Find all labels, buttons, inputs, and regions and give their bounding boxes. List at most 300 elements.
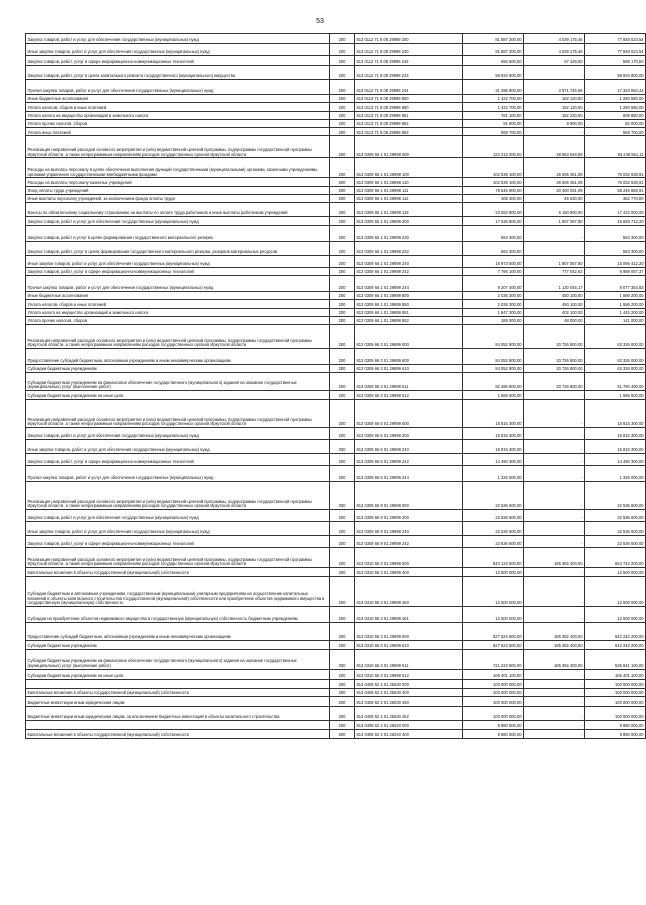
row-approved-cell: 15 815 300,00 bbox=[463, 428, 524, 440]
row-code-cell: 200 bbox=[330, 217, 355, 225]
row-approved-cell: 827 624 600,00 bbox=[463, 623, 524, 641]
row-executed-cell: 185 382 400,00 bbox=[524, 623, 585, 641]
row-code-cell: 200 bbox=[330, 119, 355, 127]
row-unexecuted-cell: 14 490 300,00 bbox=[585, 454, 646, 466]
table-row bbox=[26, 225, 646, 241]
row-code-cell: 200 bbox=[330, 66, 355, 80]
row-code-cell: 200 bbox=[330, 730, 355, 739]
table-row bbox=[26, 241, 646, 255]
row-name-cell: Уплата налогов, сборов и иных платежей bbox=[26, 300, 330, 308]
row-kbk-cell: 813 0309 66 1 01 29999 850 bbox=[355, 300, 463, 308]
row-kbk-cell: 813 0309 66 3 01 29999 611 bbox=[355, 373, 463, 391]
row-kbk-cell: 813 0309 66 1 01 29999 244 bbox=[355, 275, 463, 291]
row-code-cell: 200 bbox=[330, 178, 355, 186]
row-executed-cell: - bbox=[524, 679, 585, 688]
row-code-cell: 200 bbox=[330, 203, 355, 217]
row-kbk-cell: 813 0309 66 9 01 29999 240 bbox=[355, 522, 463, 536]
row-unexecuted-cell: 589 170,50 bbox=[585, 56, 646, 66]
row-kbk-cell: 813 0408 62 2 01 26030 450 bbox=[355, 697, 463, 707]
row-unexecuted-cell: 15 815 300,00 bbox=[585, 428, 646, 440]
row-executed-cell: - bbox=[524, 128, 585, 136]
row-approved-cell: 1 847 300,00 bbox=[463, 308, 524, 316]
row-kbk-cell: 813 0309 66 9 01 29999 242 bbox=[355, 536, 463, 548]
row-name-cell: Иные закупки товаров, работ и услуг для обеспечения государственных (муниципальных) нужд bbox=[26, 440, 330, 454]
row-name-cell: Закупка товаров, работ, услуг в целях формирования государственного материального резерва, резервов материальных ресурсов bbox=[26, 241, 330, 255]
row-executed-cell: - bbox=[524, 391, 585, 400]
row-kbk-cell: 813 0310 66 3 01 29999 000 bbox=[355, 548, 463, 568]
row-name-cell: Предоставление субсидий бюджетным, автономным учреждениям и иным некоммерческим организациям bbox=[26, 623, 330, 641]
row-kbk-cell: 813 0309 66 1 01 29999 112 bbox=[355, 195, 463, 203]
expenditure-table bbox=[25, 33, 646, 739]
row-unexecuted-cell: 15 815 300,00 bbox=[585, 400, 646, 428]
row-name-cell: Закупка товаров, работ и услуг для обеспечения государственных (муниципальных) нужд bbox=[26, 510, 330, 522]
row-code-cell: 200 bbox=[330, 56, 355, 66]
row-approved-cell: 827 624 600,00 bbox=[463, 641, 524, 649]
row-approved-cell: 1 422 700,00 bbox=[463, 95, 524, 103]
row-kbk-cell: 813 0309 66 9 01 29999 200 bbox=[355, 510, 463, 522]
row-name-cell: Предоставление субсидий бюджетным, автономным учреждениям и иным некоммерческим организациям bbox=[26, 349, 330, 365]
row-name-cell: Иные выплаты персоналу учреждений, за исключением фонда оплаты труда bbox=[26, 195, 330, 203]
row-name-cell: Капитальные вложения в объекты государственной (муниципальной) собственности bbox=[26, 568, 330, 577]
row-unexecuted-cell: 22 536 600,00 bbox=[585, 482, 646, 510]
row-unexecuted-cell: 61 760 400,00 bbox=[585, 373, 646, 391]
row-unexecuted-cell: 17 323 054,44 bbox=[585, 80, 646, 95]
row-unexecuted-cell: 8 077 354,83 bbox=[585, 275, 646, 291]
row-kbk-cell: 813 0309 66 1 01 29999 242 bbox=[355, 267, 463, 275]
row-approved-cell: 122 212 200,00 bbox=[463, 136, 524, 158]
row-unexecuted-cell: 141 000,00 bbox=[585, 316, 646, 324]
row-executed-cell: 1 907 087,80 bbox=[524, 217, 585, 225]
row-code-cell: 200 bbox=[330, 44, 355, 56]
row-code-cell: 200 bbox=[330, 428, 355, 440]
row-executed-cell: 20 726 800,00 bbox=[524, 325, 585, 349]
row-kbk-cell: 813 0309 66 5 01 29999 240 bbox=[355, 440, 463, 454]
row-code-cell: 200 bbox=[330, 391, 355, 400]
row-unexecuted-cell: 106 401 100,00 bbox=[585, 669, 646, 679]
row-executed-cell: 6 160 800,00 bbox=[524, 203, 585, 217]
row-executed-cell: 20 726 800,00 bbox=[524, 373, 585, 391]
row-approved-cell: 17 536 800,00 bbox=[463, 217, 524, 225]
table-row bbox=[26, 255, 646, 267]
row-kbk-cell: 813 0408 62 3 01 26040 000 bbox=[355, 721, 463, 730]
row-code-cell: 200 bbox=[330, 308, 355, 316]
row-executed-cell: - bbox=[524, 707, 585, 721]
row-approved-cell: 761 100,00 bbox=[463, 111, 524, 119]
table-row bbox=[26, 373, 646, 391]
table-row bbox=[26, 400, 646, 428]
row-executed-cell: 20 400 031,09 bbox=[524, 186, 585, 194]
row-executed-cell: 185 382 400,00 bbox=[524, 641, 585, 649]
row-approved-cell: 12 500 000,00 bbox=[463, 568, 524, 577]
row-approved-cell: 59 934 800,00 bbox=[463, 66, 524, 80]
row-kbk-cell: 813 0310 66 3 01 29999 460 bbox=[355, 577, 463, 607]
row-approved-cell: 1 325 000,00 bbox=[463, 466, 524, 482]
row-executed-cell: 9 900,00 bbox=[524, 119, 585, 127]
row-name-cell: Реализация направлений расходов основного мероприятия и (или) ведомственной целевой программы, подпрограммы государственной программы Иркутской области, а также непрограммным направлениям расходов государственных органов Иркутской области bbox=[26, 482, 330, 510]
row-code-cell: 200 bbox=[330, 679, 355, 688]
row-unexecuted-cell: 569 700,00 bbox=[585, 128, 646, 136]
row-unexecuted-cell: 93 248 551,11 bbox=[585, 136, 646, 158]
row-kbk-cell: 813 0309 66 1 01 29999 110 bbox=[355, 178, 463, 186]
table-row bbox=[26, 649, 646, 669]
row-code-cell: 200 bbox=[330, 454, 355, 466]
row-executed-cell: - bbox=[524, 66, 585, 80]
row-name-cell bbox=[26, 721, 330, 730]
table-row bbox=[26, 679, 646, 688]
row-approved-cell: 12 500 000,00 bbox=[463, 577, 524, 607]
row-executed-cell: 450 100,00 bbox=[524, 300, 585, 308]
row-code-cell: 200 bbox=[330, 103, 355, 111]
table-row bbox=[26, 291, 646, 299]
row-kbk-cell: 813 0309 66 1 01 29999 200 bbox=[355, 217, 463, 225]
row-unexecuted-cell: 12 500 000,00 bbox=[585, 577, 646, 607]
row-kbk-cell: 813 0309 66 1 01 29999 111 bbox=[355, 186, 463, 194]
row-executed-cell: - bbox=[524, 466, 585, 482]
row-code-cell: 200 bbox=[330, 607, 355, 623]
row-executed-cell: - bbox=[524, 428, 585, 440]
row-kbk-cell: 813 0309 66 1 01 29999 230 bbox=[355, 225, 463, 241]
row-unexecuted-cell: 82 000,00 bbox=[585, 119, 646, 127]
row-unexecuted-cell: 22 536 600,00 bbox=[585, 510, 646, 522]
row-executed-cell: 45 630,00 bbox=[524, 195, 585, 203]
table-row bbox=[26, 186, 646, 194]
row-name-cell: Субсидии бюджетным учреждениям на иные цели bbox=[26, 391, 330, 400]
table-row bbox=[26, 454, 646, 466]
row-approved-cell: 656 600,00 bbox=[463, 56, 524, 66]
row-approved-cell: 22 536 600,00 bbox=[463, 482, 524, 510]
table-row bbox=[26, 510, 646, 522]
row-approved-cell: 81 887 200,00 bbox=[463, 34, 524, 44]
row-kbk-cell: 813 0408 62 2 01 26030 000 bbox=[355, 679, 463, 688]
row-kbk-cell: 813 0309 66 5 01 29999 244 bbox=[355, 466, 463, 482]
row-executed-cell: 48 000,00 bbox=[524, 316, 585, 324]
row-executed-cell: 185 382 400,00 bbox=[524, 548, 585, 568]
table-row bbox=[26, 697, 646, 707]
row-kbk-cell: 813 0309 66 5 01 29999 242 bbox=[355, 454, 463, 466]
row-unexecuted-cell: 563 300,00 bbox=[585, 241, 646, 255]
row-code-cell: 200 bbox=[330, 373, 355, 391]
row-name-cell: Прочая закупка товаров, работ и услуг для обеспечения государственных (муниципальных) нужд bbox=[26, 466, 330, 482]
row-approved-cell: 9 207 400,00 bbox=[463, 275, 524, 291]
row-name-cell: Субсидии бюджетным и автономным учреждениям, государственным (муниципальным) унитарным предприятиям на осуществление капитальных вложений в объекты капитального строительства государственной (муниципальной) собственности или приобретение объектов недвижимого имущества в государственную (муниципальную) собственность bbox=[26, 577, 330, 607]
row-kbk-cell: 813 0408 62 2 01 26030 452 bbox=[355, 707, 463, 721]
row-kbk-cell: 813 0112 71 8 08 29999 242 bbox=[355, 56, 463, 66]
row-unexecuted-cell: 100 000 000,00 bbox=[585, 697, 646, 707]
row-code-cell: 200 bbox=[330, 707, 355, 721]
row-executed-cell: - bbox=[524, 607, 585, 623]
row-code-cell: 200 bbox=[330, 669, 355, 679]
row-name-cell: Иные закупки товаров, работ и услуг для обеспечения государственных (муниципальных) нужд bbox=[26, 522, 330, 536]
table-row bbox=[26, 391, 646, 400]
table-row bbox=[26, 623, 646, 641]
row-code-cell: 200 bbox=[330, 697, 355, 707]
row-executed-cell: 20 726 800,00 bbox=[524, 365, 585, 373]
table-row bbox=[26, 548, 646, 568]
row-kbk-cell: 813 0112 71 8 08 29999 243 bbox=[355, 66, 463, 80]
row-executed-cell: - bbox=[524, 510, 585, 522]
row-name-cell: Иные закупки товаров, работ и услуг для обеспечения государственных (муниципальных) нужд bbox=[26, 44, 330, 56]
table-row bbox=[26, 522, 646, 536]
table-row bbox=[26, 607, 646, 623]
row-approved-cell: 78 646 900,00 bbox=[463, 186, 524, 194]
row-approved-cell: 569 700,00 bbox=[463, 128, 524, 136]
row-kbk-cell: 813 0310 66 3 01 29999 610 bbox=[355, 641, 463, 649]
table-row bbox=[26, 300, 646, 308]
row-code-cell: 200 bbox=[330, 111, 355, 119]
row-unexecuted-cell: 100 000 000,00 bbox=[585, 679, 646, 688]
row-code-cell: 200 bbox=[330, 186, 355, 194]
row-kbk-cell: 813 0309 66 3 01 29999 612 bbox=[355, 391, 463, 400]
row-unexecuted-cell: 9 880 000,00 bbox=[585, 730, 646, 739]
row-code-cell: 200 bbox=[330, 34, 355, 44]
row-approved-cell: 1 565 600,00 bbox=[463, 391, 524, 400]
row-name-cell: Уплата налога на имущество организаций и земельного налога bbox=[26, 111, 330, 119]
row-unexecuted-cell: 1 260 580,00 bbox=[585, 95, 646, 103]
row-code-cell: 200 bbox=[330, 365, 355, 373]
table-row bbox=[26, 568, 646, 577]
row-unexecuted-cell: 1 586 200,00 bbox=[585, 291, 646, 299]
row-kbk-cell: 813 0112 71 8 08 29999 244 bbox=[355, 80, 463, 95]
table-row bbox=[26, 56, 646, 66]
row-unexecuted-cell: 22 536 600,00 bbox=[585, 536, 646, 548]
row-executed-cell: - bbox=[524, 241, 585, 255]
row-executed-cell: 4 039 175,46 bbox=[524, 44, 585, 56]
row-code-cell: 200 bbox=[330, 641, 355, 649]
row-name-cell: Взносы по обязательному социальному страхованию на выплаты по оплате труда работников и иные выплаты работникам учреждений bbox=[26, 203, 330, 217]
row-code-cell: 200 bbox=[330, 510, 355, 522]
row-executed-cell: - bbox=[524, 697, 585, 707]
row-approved-cell: 81 887 200,00 bbox=[463, 44, 524, 56]
row-executed-cell: 26 606 461,09 bbox=[524, 178, 585, 186]
table-row bbox=[26, 466, 646, 482]
row-name-cell: Уплата налогов, сборов и иных платежей bbox=[26, 103, 330, 111]
row-name-cell: Прочая закупка товаров, работ и услуг для обеспечения государственных (муниципальных) нужд bbox=[26, 275, 330, 291]
row-unexecuted-cell: 15 815 300,00 bbox=[585, 440, 646, 454]
row-approved-cell: 408 400,00 bbox=[463, 195, 524, 203]
row-unexecuted-cell: 59 934 800,00 bbox=[585, 66, 646, 80]
row-kbk-cell: 813 0112 71 8 08 29999 200 bbox=[355, 34, 463, 44]
row-executed-cell: - bbox=[524, 721, 585, 730]
row-executed-cell: - bbox=[524, 536, 585, 548]
row-approved-cell: 12 500 000,00 bbox=[463, 607, 524, 623]
table-row bbox=[26, 577, 646, 607]
row-approved-cell: 100 000 000,00 bbox=[463, 697, 524, 707]
row-name-cell: Субсидии бюджетным учреждениям bbox=[26, 641, 330, 649]
row-unexecuted-cell: 15 066 412,20 bbox=[585, 255, 646, 267]
row-name-cell: Иные бюджетные ассигнования bbox=[26, 95, 330, 103]
row-unexecuted-cell: 12 500 000,00 bbox=[585, 568, 646, 577]
row-approved-cell: 102 639 100,00 bbox=[463, 178, 524, 186]
row-code-cell: 200 bbox=[330, 482, 355, 510]
row-code-cell: 200 bbox=[330, 721, 355, 730]
row-kbk-cell: 813 0309 66 1 01 29999 851 bbox=[355, 308, 463, 316]
row-kbk-cell: 813 0309 66 3 01 29999 610 bbox=[355, 365, 463, 373]
row-approved-cell: 100 000 000,00 bbox=[463, 679, 524, 688]
row-code-cell: 200 bbox=[330, 536, 355, 548]
row-unexecuted-cell: 63 326 000,00 bbox=[585, 325, 646, 349]
row-unexecuted-cell: 17 422 000,00 bbox=[585, 203, 646, 217]
row-approved-cell: 7 766 100,00 bbox=[463, 267, 524, 275]
row-name-cell: Уплата налога на имущество организаций и земельного налога bbox=[26, 308, 330, 316]
row-kbk-cell: 813 0113 71 8 08 29999 850 bbox=[355, 103, 463, 111]
table-row bbox=[26, 203, 646, 217]
row-name-cell: Расходы на выплаты персоналу в целях обеспечения выполнения функций государственными (муниципальными) органами, казенными учреждениями, органами управления государственными внебюджетными фондами bbox=[26, 158, 330, 178]
row-code-cell: 200 bbox=[330, 158, 355, 178]
row-approved-cell: 84 052 800,00 bbox=[463, 365, 524, 373]
row-kbk-cell: 813 0309 66 3 01 29999 000 bbox=[355, 325, 463, 349]
row-name-cell: Прочая закупка товаров, работ и услуг для обеспечения государственных (муниципальных) нужд bbox=[26, 80, 330, 95]
table-row bbox=[26, 641, 646, 649]
row-unexecuted-cell: 76 032 638,91 bbox=[585, 158, 646, 178]
row-approved-cell: 15 815 300,00 bbox=[463, 400, 524, 428]
row-unexecuted-cell: 535 841 100,00 bbox=[585, 649, 646, 669]
row-kbk-cell: 813 0309 66 3 01 29999 600 bbox=[355, 349, 463, 365]
row-executed-cell: 450 100,00 bbox=[524, 291, 585, 299]
row-name-cell: Капитальные вложения в объекты государственной (муниципальной) собственности bbox=[26, 688, 330, 696]
row-unexecuted-cell: 1 565 600,00 bbox=[585, 391, 646, 400]
row-code-cell: 200 bbox=[330, 349, 355, 365]
row-name-cell: Закупка товаров, работ, услуг в сфере информационно-коммуникационных технологий bbox=[26, 536, 330, 548]
table-row bbox=[26, 482, 646, 510]
table-row bbox=[26, 707, 646, 721]
row-executed-cell: - bbox=[524, 577, 585, 607]
row-approved-cell: 9 880 000,00 bbox=[463, 730, 524, 739]
row-approved-cell: 102 639 100,00 bbox=[463, 158, 524, 178]
row-kbk-cell: 813 0309 66 1 01 29999 852 bbox=[355, 316, 463, 324]
table-row bbox=[26, 111, 646, 119]
table-row bbox=[26, 349, 646, 365]
row-kbk-cell: 813 0309 66 5 01 29999 200 bbox=[355, 428, 463, 440]
row-code-cell: 200 bbox=[330, 577, 355, 607]
row-unexecuted-cell: 563 300,00 bbox=[585, 225, 646, 241]
row-name-cell: Уплата прочих налогов, сборов bbox=[26, 316, 330, 324]
row-approved-cell: 9 880 000,00 bbox=[463, 721, 524, 730]
row-kbk-cell: 813 0310 66 3 01 29999 600 bbox=[355, 623, 463, 641]
table-row bbox=[26, 217, 646, 225]
row-name-cell: Иные бюджетные ассигнования bbox=[26, 291, 330, 299]
row-unexecuted-cell: 77 848 024,54 bbox=[585, 34, 646, 44]
table-row bbox=[26, 316, 646, 324]
row-kbk-cell: 813 0310 66 3 01 29999 400 bbox=[355, 568, 463, 577]
table-row bbox=[26, 119, 646, 127]
row-approved-cell: 1 422 700,00 bbox=[463, 103, 524, 111]
row-approved-cell: 100 000 000,00 bbox=[463, 707, 524, 721]
row-approved-cell: 16 973 500,00 bbox=[463, 255, 524, 267]
row-unexecuted-cell: 1 325 000,00 bbox=[585, 466, 646, 482]
row-name-cell: Закупка товаров, работ, услуг в сфере информационно-коммуникационных технологий bbox=[26, 454, 330, 466]
row-executed-cell: 20 726 800,00 bbox=[524, 349, 585, 365]
row-code-cell: 200 bbox=[330, 95, 355, 103]
row-kbk-cell: 813 0113 71 8 08 29999 852 bbox=[355, 119, 463, 127]
row-approved-cell: 22 536 600,00 bbox=[463, 536, 524, 548]
row-name-cell: Капитальные вложения в объекты государственной (муниципальной) собственности bbox=[26, 730, 330, 739]
row-executed-cell: 3 971 745,96 bbox=[524, 80, 585, 95]
row-unexecuted-cell: 100 000 000,00 bbox=[585, 688, 646, 696]
row-kbk-cell: 813 0310 66 3 01 29999 461 bbox=[355, 607, 463, 623]
table-row bbox=[26, 136, 646, 158]
row-name-cell: Закупка товаров, работ, услуг в целях капитального ремонта государственного (муниципального) имущества bbox=[26, 66, 330, 80]
row-name-cell: Субсидии бюджетным учреждениям на финансовое обеспечение государственного (муниципального) задания на оказание государственных (муниципальных) услуг (выполнение работ) bbox=[26, 649, 330, 669]
row-kbk-cell: 813 0408 62 3 01 26040 400 bbox=[355, 730, 463, 739]
row-name-cell: Иные закупки товаров, работ и услуг для обеспечения государственных (муниципальных) нужд bbox=[26, 255, 330, 267]
row-code-cell: 200 bbox=[330, 80, 355, 95]
row-name-cell: Реализация направлений расходов основного мероприятия и (или) ведомственной целевой программы, подпрограммы государственной программы Иркутской области, а также непрограммным направлениям расходов государственных органов Иркутской области bbox=[26, 548, 330, 568]
row-executed-cell: 152 220,00 bbox=[524, 111, 585, 119]
row-kbk-cell: 813 0309 66 9 01 29999 000 bbox=[355, 482, 463, 510]
row-unexecuted-cell: 77 848 024,54 bbox=[585, 44, 646, 56]
row-approved-cell: 84 052 800,00 bbox=[463, 349, 524, 365]
row-code-cell: 200 bbox=[330, 128, 355, 136]
row-unexecuted-cell: 642 242 200,00 bbox=[585, 641, 646, 649]
row-executed-cell: 67 429,50 bbox=[524, 56, 585, 66]
table-row bbox=[26, 95, 646, 103]
row-approved-cell: 106 401 100,00 bbox=[463, 669, 524, 679]
row-name-cell: Закупка товаров, работ, услуг в сфере информационно-коммуникационных технологий bbox=[26, 267, 330, 275]
row-code-cell: 200 bbox=[330, 291, 355, 299]
table-row bbox=[26, 308, 646, 316]
row-code-cell: 200 bbox=[330, 400, 355, 428]
row-code-cell: 200 bbox=[330, 522, 355, 536]
row-approved-cell: 840 124 600,00 bbox=[463, 548, 524, 568]
row-approved-cell: 2 036 300,00 bbox=[463, 300, 524, 308]
row-code-cell: 200 bbox=[330, 649, 355, 669]
table-row bbox=[26, 66, 646, 80]
row-kbk-cell: 813 0309 66 1 01 29999 240 bbox=[355, 255, 463, 267]
row-approved-cell: 91 900,00 bbox=[463, 119, 524, 127]
row-code-cell: 200 bbox=[330, 136, 355, 158]
row-name-cell: Бюджетные инвестиции иным юридическим лицам bbox=[26, 697, 330, 707]
row-unexecuted-cell: 6 989 057,37 bbox=[585, 267, 646, 275]
row-executed-cell: - bbox=[524, 688, 585, 696]
row-name-cell: Уплата иных платежей bbox=[26, 128, 330, 136]
row-code-cell: 200 bbox=[330, 255, 355, 267]
row-code-cell: 200 bbox=[330, 623, 355, 641]
row-name-cell: Субсидии на приобретение объектов недвижимого имущества в государственную (муниципальную) собственность бюджетным учреждениям bbox=[26, 607, 330, 623]
row-name-cell: Реализация направлений расходов основного мероприятия и (или) ведомственной целевой программы, подпрограммы государственной программы Иркутской области, а также непрограммным направлениям расходов государственных органов Иркутской области bbox=[26, 325, 330, 349]
row-code-cell: 200 bbox=[330, 466, 355, 482]
row-name-cell: Закупка товаров, работ, услуг в сфере информационно-коммуникационных технологий bbox=[26, 56, 330, 66]
row-name-cell: Уплата прочих налогов, сборов bbox=[26, 119, 330, 127]
row-unexecuted-cell: 76 032 638,91 bbox=[585, 178, 646, 186]
row-approved-cell: 21 295 800,00 bbox=[463, 80, 524, 95]
row-kbk-cell: 813 0310 66 3 01 29999 612 bbox=[355, 669, 463, 679]
row-executed-cell: 26 606 461,09 bbox=[524, 158, 585, 178]
row-kbk-cell: 813 0113 71 8 08 29999 851 bbox=[355, 111, 463, 119]
row-approved-cell: 563 300,00 bbox=[463, 241, 524, 255]
row-approved-cell: 84 052 800,00 bbox=[463, 325, 524, 349]
row-code-cell: 200 bbox=[330, 325, 355, 349]
row-kbk-cell: 813 0309 66 5 01 29999 000 bbox=[355, 400, 463, 428]
row-code-cell: 200 bbox=[330, 225, 355, 241]
row-name-cell: Закупка товаров, работ и услуг в целях формирования государственного материального резерва bbox=[26, 225, 330, 241]
row-name-cell: Расходы на выплаты персоналу казенных учреждений bbox=[26, 178, 330, 186]
table-row bbox=[26, 158, 646, 178]
row-executed-cell: - bbox=[524, 730, 585, 739]
row-code-cell: 200 bbox=[330, 316, 355, 324]
row-name-cell bbox=[26, 679, 330, 688]
row-executed-cell: - bbox=[524, 522, 585, 536]
table-row bbox=[26, 267, 646, 275]
row-approved-cell: 189 000,00 bbox=[463, 316, 524, 324]
row-kbk-cell: 813 0309 66 1 01 29999 232 bbox=[355, 241, 463, 255]
table-row bbox=[26, 721, 646, 730]
table-row bbox=[26, 178, 646, 186]
row-unexecuted-cell: 654 742 200,00 bbox=[585, 548, 646, 568]
row-name-cell: Субсидии бюджетным учреждениям на финансовое обеспечение государственного (муниципального) задания на оказание государственных (муниципальных) услуг (выполнение работ) bbox=[26, 373, 330, 391]
row-kbk-cell: 813 0408 62 2 01 26030 400 bbox=[355, 688, 463, 696]
row-name-cell: Закупка товаров, работ и услуг для обеспечения государственных (муниципальных) нужд bbox=[26, 217, 330, 225]
row-unexecuted-cell: 9 880 000,00 bbox=[585, 721, 646, 730]
